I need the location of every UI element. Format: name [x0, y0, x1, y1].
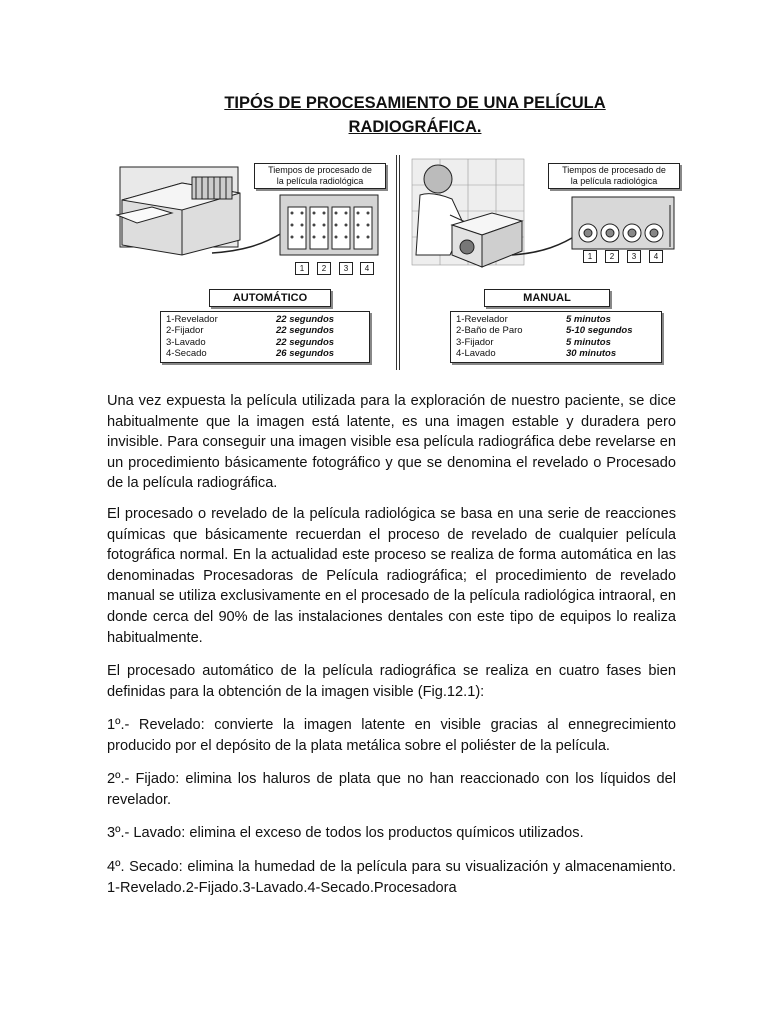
step-row: 3-Lavado 22 segundos [166, 336, 335, 348]
title-line-2: RADIOGRÁFICA. [348, 118, 482, 136]
automatic-steps [160, 311, 370, 363]
title-line-1: TIPÓS DE PROCESAMIENTO DE UNA PELÍCULA [224, 94, 606, 112]
processing-figure [112, 155, 684, 370]
automatic-caption: Tiempos de procesado de la película radiológica [254, 163, 386, 189]
paragraph-3: El procesado automático de la película radiográfica se realiza en cuatro fases bien definidas para la obtención de la imagen visible (Fig.12.1): [107, 663, 676, 700]
manual-number: 1 [583, 250, 597, 263]
automatic-number: 2 [317, 262, 331, 275]
paragraph-6: 3º.- Lavado: elimina el exceso de todos los productos químicos utilizados. [107, 825, 584, 841]
paragraph-4: 1º.- Revelado: convierte la imagen latente en visible gracias al ennegrecimiento producido por el depósito de la plata metálica sobre el poliéster de la película. [107, 717, 676, 754]
manual-steps [450, 311, 662, 363]
automatic-number: 1 [295, 262, 309, 275]
automatic-number: 4 [360, 262, 374, 275]
paragraph-2: El procesado o revelado de la película radiológica se basa en una serie de reacciones químicas que básicamente recuerdan el proceso de revelado de cualquier película fotográfica normal. En la actualidad este proceso se realiza de forma automática en las denominadas Procesadoras de Película radiográfica; el procedimiento de revelado manual se utiliza exclusivamente en el procesado de la película radiológica intraoral, en donde cerca del 90% de las instalaciones dentales con este tipo de equipos lo realiza habitualmente. [107, 506, 676, 646]
page-title [120, 91, 710, 139]
step-row: 3-Fijador 5 minutos [456, 336, 611, 348]
automatic-label: AUTOMÁTICO [209, 289, 331, 307]
paragraph-5: 2º.- Fijado: elimina los haluros de plata que no han reaccionado con los líquidos del revelador. [107, 771, 676, 808]
step-row: 2-Fijador 22 segundos [166, 325, 335, 337]
manual-number: 2 [605, 250, 619, 263]
manual-panel [402, 155, 682, 370]
automatic-panel [112, 155, 392, 370]
paragraph-7: 4º. Secado: elimina la humedad de la película para su visualización y almacenamiento. 1-Revelado.2-Fijado.3-Lavado.4-Secado.Procesadora [107, 859, 676, 896]
step-row: 1-Revelador 5 minutos [456, 314, 611, 325]
step-row: 4-Secado 26 segundos [166, 347, 335, 359]
step-row: 2-Baño de Paro 5-10 segundos [456, 325, 633, 337]
manual-caption: Tiempos de procesado de la película radiológica [548, 163, 680, 189]
manual-number: 3 [627, 250, 641, 263]
figure-divider [396, 155, 400, 370]
step-row: 1-Revelador 22 segundos [166, 314, 335, 325]
automatic-number: 3 [339, 262, 353, 275]
paragraph-1: Una vez expuesta la película utilizada para la exploración de nuestro paciente, se dice habitualmente que la imagen está latente, es una imagen estable y duradera pero invisible. Para conseguir una imagen visible esa película radiográfica debe revelarse en un procedimiento básicamente fotográfico y que se denomina el revelado o Procesado de la película radiográfica. [107, 393, 676, 492]
manual-number: 4 [649, 250, 663, 263]
step-row: 4-Lavado 30 minutos [456, 347, 617, 359]
manual-label: MANUAL [484, 289, 610, 307]
